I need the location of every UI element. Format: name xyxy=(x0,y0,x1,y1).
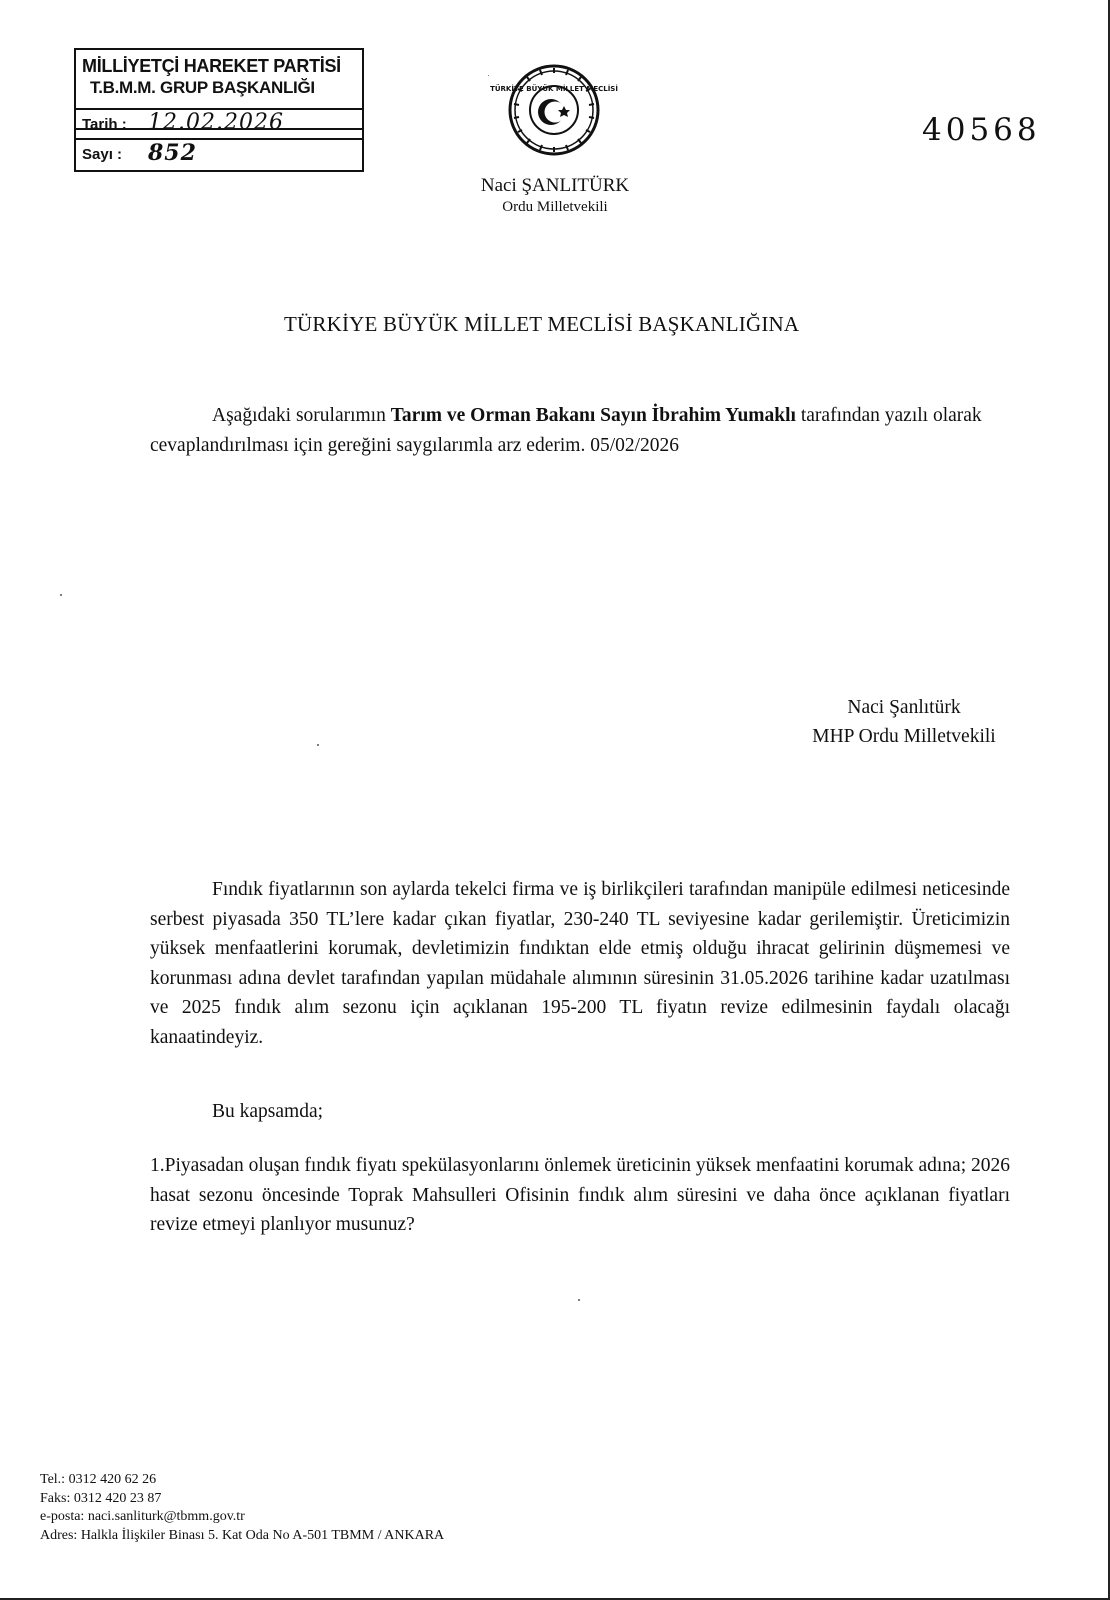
intro-minister: Tarım ve Orman Bakanı Sayın İbrahim Yumaklı xyxy=(390,405,796,426)
stamp-party-name: MİLLİYETÇİ HAREKET PARTİSİ xyxy=(82,56,341,76)
scan-speck xyxy=(317,744,319,746)
scan-speck xyxy=(488,75,489,76)
sender-name: Naci ŞANLITÜRK xyxy=(480,175,630,196)
intro-text-before: Aşağıdaki sorularımın xyxy=(212,405,391,426)
scan-speck xyxy=(60,594,62,596)
signature-block xyxy=(754,693,1054,751)
intro-paragraph xyxy=(150,401,1010,461)
stamp-number-row xyxy=(74,140,364,172)
contact-footer xyxy=(40,1471,444,1545)
stamp-date-value: 12.02.2026 xyxy=(148,110,284,135)
sender-title: Ordu Milletvekili xyxy=(502,199,608,215)
receipt-stamp xyxy=(74,48,364,176)
footer-address: Adres: Halkla İlişkiler Binası 5. Kat Oda No A-501 TBMM / ANKARA xyxy=(40,1527,445,1543)
intro-text-after: tarafından yazılı olarak cevaplandırılması için gereğini saygılarımla arz ederim. 05/02/2026 xyxy=(150,405,982,456)
body-paragraph-text: Fındık fiyatlarının son aylarda tekelci firma ve iş birlikçileri tarafından manipüle edilmesi neticesinde serbest piyasada 350 TL’lere kadar çıkan fiyatlar, 230-240 TL seviyesine kadar gerilemiştir. Üreticimizin yüksek menfaatlerini korumak, devletimizin fındıktan elde etmiş olduğu ihracat gelirinin düşmemesi ve korunması adına devlet tarafından yapılan müdahale alımının süresinin 31.05.2026 tarihine kadar uzatılması ve 2025 fındık alım sezonu için açıklanan 195-200 TL fiyatın revize edilmesinin faydalı olacağı kanaatindeyiz. xyxy=(150,879,1010,1048)
stamp-group-name: T.B.M.M. GRUP BAŞKANLIĞI xyxy=(90,78,315,97)
body-paragraph xyxy=(150,875,1010,1052)
stamp-date-label: Tarih : xyxy=(82,116,127,133)
footer-email: e-posta: naci.sanliturk@tbmm.gov.tr xyxy=(40,1509,245,1524)
signature-name: Naci Şanlıtürk xyxy=(847,697,961,718)
question-paragraph: 1.Piyasadan oluşan fındık fiyatı spekülasyonlarını önlemek üreticinin yüksek menfaatini korumak adına; 2026 hasat sezonu öncesinde Toprak Mahsulleri Ofisinin fındık alım süresini ve daha önce açıklanan fiyatları revize etmeyi planlıyor musunuz? xyxy=(150,1155,1010,1235)
footer-tel: Tel.: 0312 420 62 26 xyxy=(40,1472,157,1487)
stamp-number-label: Sayı : xyxy=(82,146,123,163)
stamp-number-value: 852 xyxy=(148,140,197,166)
recipient-heading: TÜRKİYE BÜYÜK MİLLET MECLİSİ BAŞKANLIĞINA xyxy=(284,312,800,336)
stamp-date-row xyxy=(74,108,364,140)
scan-speck xyxy=(578,1299,580,1301)
footer-fax: Faks: 0312 420 23 87 xyxy=(40,1490,162,1506)
parliament-emblem-icon xyxy=(490,64,618,156)
scope-heading: Bu kapsamda; xyxy=(212,1101,324,1122)
emblem-text: TÜRKİYE BÜYÜK MİLLET MECLİSİ xyxy=(490,85,618,93)
document-number: 40568 xyxy=(922,112,1041,148)
signature-title: MHP Ordu Milletvekili xyxy=(812,726,996,747)
